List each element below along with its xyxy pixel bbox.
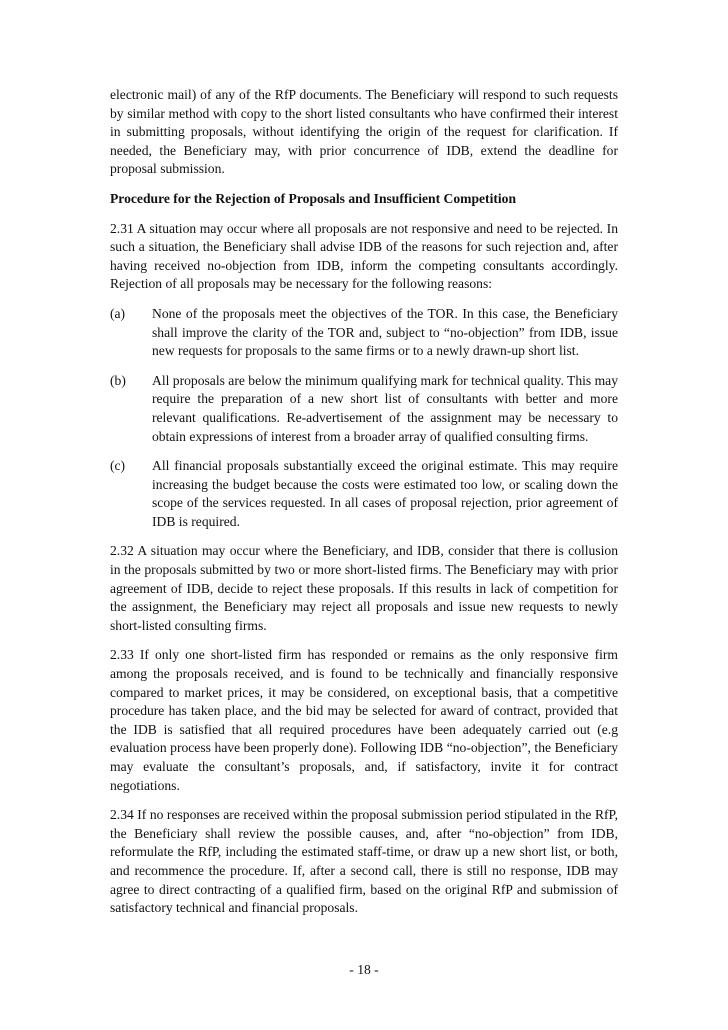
paragraph-2-31: 2.31 A situation may occur where all proposals are not responsive and need to be rejected. In such a situation, the Beneficiary shall advise IDB of the reasons for such rejection and, after having received no-objection from IDB, inform the competing consultants accordingly. Rejection of all proposals may be necessary for the following reasons:: [110, 220, 618, 292]
reason-text-b: All proposals are below the minimum qualifying mark for technical quality. This may require the preparation of a new short list of consultants with better and more relevant qualifications. Re-advertisement of the assignment may be necessary to obtain expressions of interest from a broader array of qualified consulting firms.: [152, 372, 618, 444]
section-heading: Procedure for the Rejection of Proposals and Insufficient Competition: [110, 190, 517, 206]
reason-text-c: All financial proposals substantially exceed the original estimate. This may require increasing the budget because the costs were estimated too low, or scaling down the scope of the services requested. In all cases of proposal rejection, prior agreement of IDB is required.: [152, 458, 618, 529]
reason-item-c: [110, 457, 618, 531]
reason-item-b: [110, 372, 618, 446]
document-body: [110, 86, 618, 929]
reason-item-a: [110, 305, 618, 361]
paragraph-2-32: 2.32 A situation may occur where the Beneficiary, and IDB, consider that there is collusion in the proposals submitted by two or more short-listed firms. The Beneficiary may with prior agreement of IDB, decide to reject these proposals. If this results in lack of competition for the assignment, the Beneficiary may reject all proposals and issue new requests to newly short-listed consulting firms.: [110, 543, 618, 633]
page-number: - 18 -: [349, 962, 379, 977]
reason-marker-a: (a): [110, 305, 126, 321]
paragraph-2-33: 2.33 If only one short-listed firm has responded or remains as the only responsive firm among the proposals received, and is found to be technically and financially responsive compared to market prices, it may be considered, on exceptional basis, that a competitive procedure has taken place, and the bid may be selected for award of contract, provided that the IDB is satisfied that all required procedures have been adequately carried out (e.g evaluation process have been properly done). Following IDB “no-objection”, the Beneficiary may evaluate the consultant’s proposals, and, if satisfactory, invite it for contract negotiations.: [110, 647, 618, 793]
paragraph-2-34: 2.34 If no responses are received within the proposal submission period stipulated in the RfP, the Beneficiary shall review the possible causes, and, after “no-objection” from IDB, reformulate the RfP, including the estimated staff-time, or draw up a new short list, or both, and recommence the procedure. If, after a second call, there is still no response, IDB may agree to direct contracting of a qualified firm, based on the original RfP and submission of satisfactory technical and financial proposals.: [110, 807, 618, 916]
reason-marker-b: (b): [110, 372, 126, 388]
intro-paragraph: electronic mail) of any of the RfP documents. The Beneficiary will respond to such requests by similar method with copy to the short listed consultants who have confirmed their interest in submitting proposals, without identifying the origin of the request for clarification. If needed, the Beneficiary may, with prior concurrence of IDB, extend the deadline for proposal submission.: [110, 87, 618, 177]
reason-text-a: None of the proposals meet the objectives of the TOR. In this case, the Beneficiary shall improve the clarity of the TOR and, subject to “no-objection” from IDB, issue new requests for proposals to the same firms or to a newly drawn-up short list.: [152, 305, 618, 359]
reason-marker-c: (c): [110, 458, 126, 474]
